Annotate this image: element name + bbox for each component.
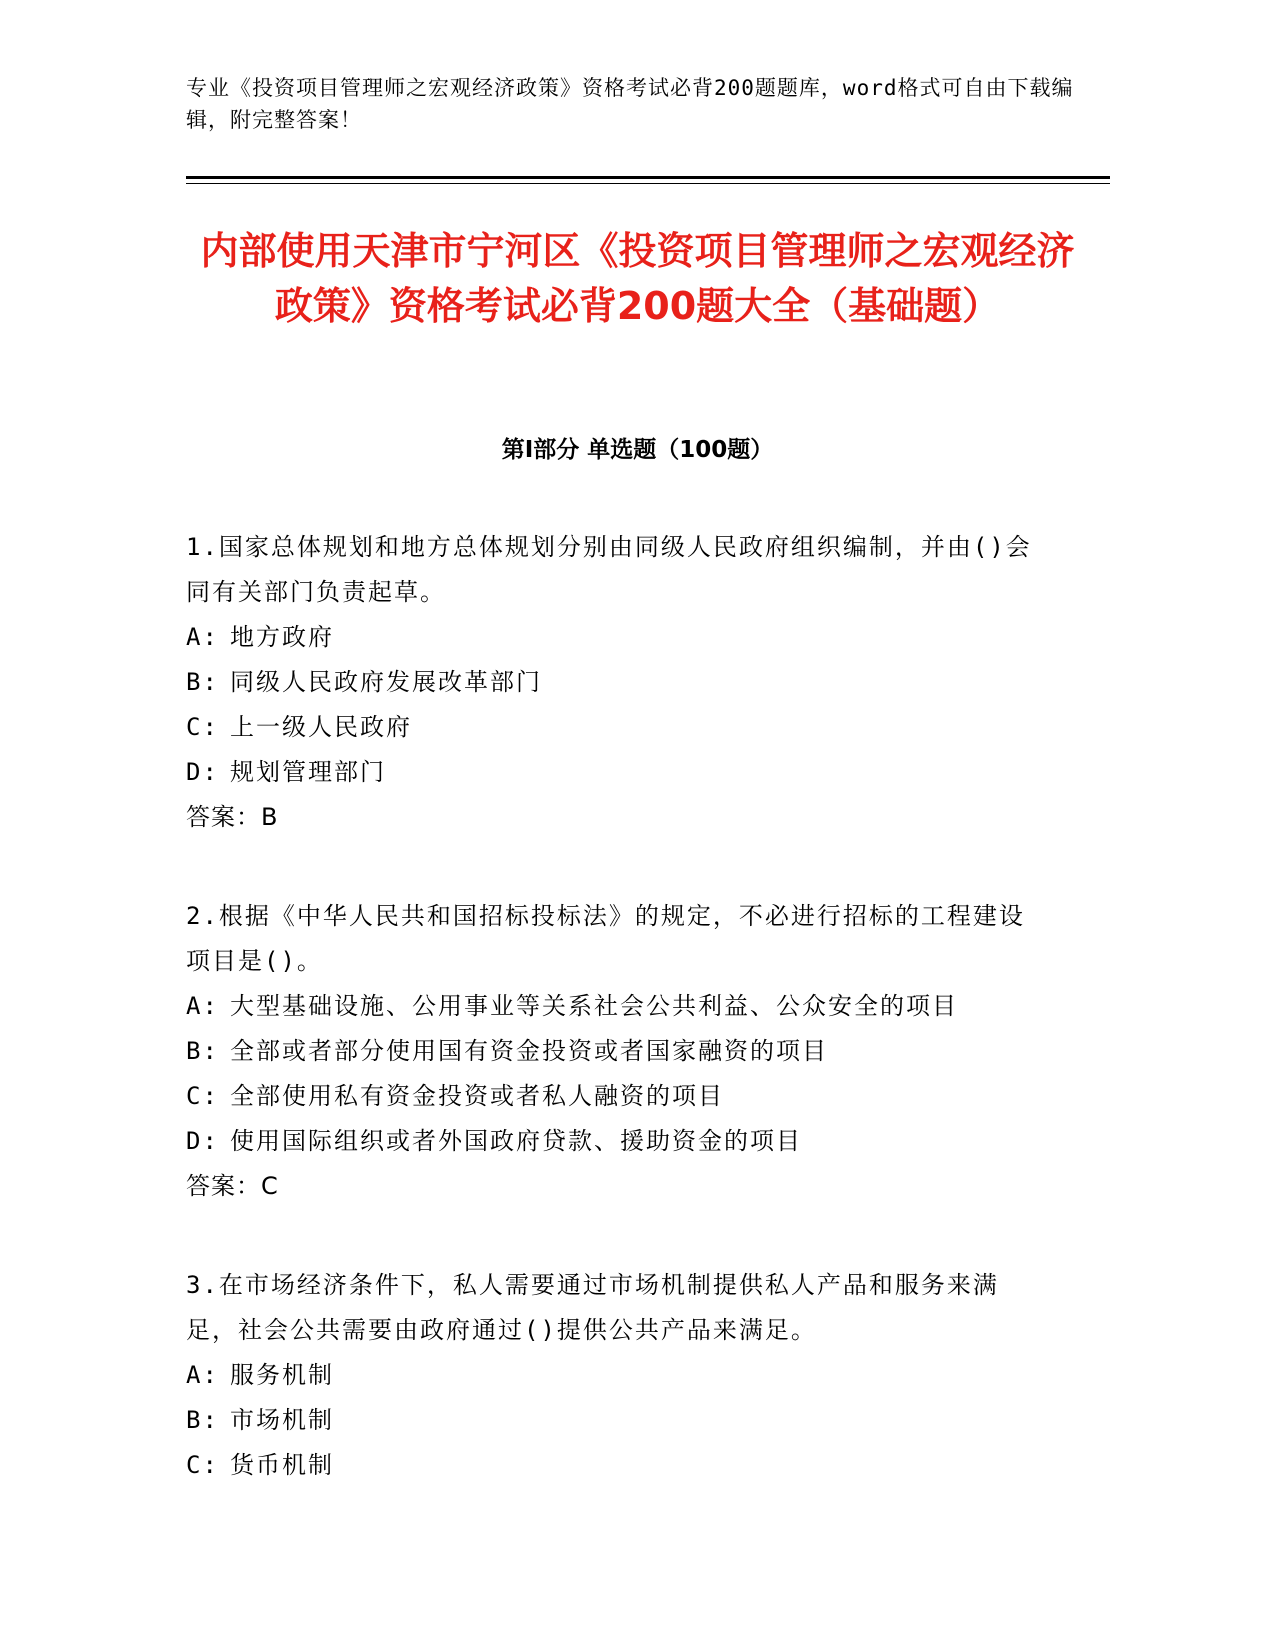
option-letter: A: (186, 992, 219, 1020)
option-text: 全部使用私有资金投资或者私人融资的项目 (230, 1082, 724, 1110)
option-a (186, 984, 1046, 1029)
question-2 (186, 894, 1046, 1209)
question-list (186, 525, 1046, 1542)
option-text: 市场机制 (230, 1406, 334, 1434)
option-b (186, 660, 1046, 705)
option-text: 大型基础设施、公用事业等关系社会公共利益、公众安全的项目 (230, 992, 958, 1020)
option-letter: C: (186, 1451, 219, 1479)
option-text: 地方政府 (230, 623, 334, 651)
question-stem: 1.国家总体规划和地方总体规划分别由同级人民政府组织编制，并由()会同有关部门负责起草。 (186, 533, 1032, 606)
option-d (186, 750, 1046, 795)
option-a (186, 615, 1046, 660)
option-letter: B: (186, 1037, 219, 1065)
document-title: 内部使用天津市宁河区《投资项目管理师之宏观经济政策》资格考试必背200题大全（基础题） (200, 229, 1075, 328)
question-1 (186, 525, 1046, 840)
option-text: 货币机制 (230, 1451, 334, 1479)
question-stem: 2.根据《中华人民共和国招标投标法》的规定，不必进行招标的工程建设项目是()。 (186, 902, 1025, 975)
option-letter: D: (186, 758, 219, 786)
question-3 (186, 1263, 1046, 1488)
option-letter: C: (186, 1082, 219, 1110)
option-b (186, 1029, 1046, 1074)
header-rule-thick (186, 176, 1110, 179)
option-c (186, 1074, 1046, 1119)
option-text: 上一级人民政府 (230, 713, 412, 741)
option-b (186, 1398, 1046, 1443)
option-letter: C: (186, 713, 219, 741)
option-text: 使用国际组织或者外国政府贷款、援助资金的项目 (230, 1127, 802, 1155)
option-text: 服务机制 (230, 1361, 334, 1389)
question-stem: 3.在市场经济条件下，私人需要通过市场机制提供私人产品和服务来满足，社会公共需要由政府通过()提供公共产品来满足。 (186, 1271, 999, 1344)
option-text: 规划管理部门 (230, 758, 386, 786)
answer: 答案：B (186, 803, 279, 831)
option-c (186, 705, 1046, 750)
option-text: 同级人民政府发展改革部门 (230, 668, 542, 696)
header-rule-thin (186, 183, 1110, 184)
option-c (186, 1443, 1046, 1488)
option-letter: B: (186, 668, 219, 696)
option-d (186, 1119, 1046, 1164)
option-a (186, 1353, 1046, 1398)
option-letter: A: (186, 623, 219, 651)
header-note: 专业《投资项目管理师之宏观经济政策》资格考试必背200题题库，word格式可自由下载编辑，附完整答案！ (186, 76, 1074, 132)
option-letter: D: (186, 1127, 219, 1155)
option-letter: B: (186, 1406, 219, 1434)
option-letter: A: (186, 1361, 219, 1389)
answer: 答案：C (186, 1172, 279, 1200)
section-title: 第Ⅰ部分 单选题（100题） (501, 437, 774, 463)
option-text: 全部或者部分使用国有资金投资或者国家融资的项目 (230, 1037, 828, 1065)
